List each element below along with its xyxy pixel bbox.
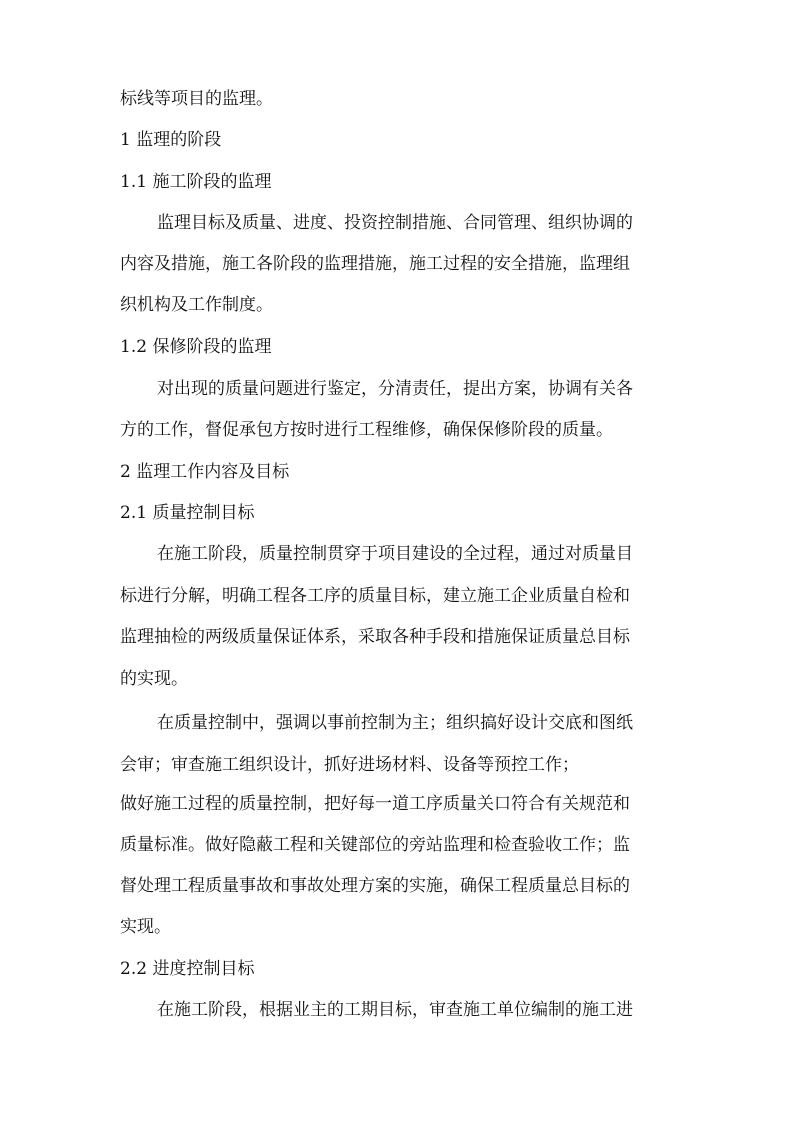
paragraph-line: 监理抽检的两级质量保证体系，采取各种手段和措施保证质量总目标: [120, 627, 630, 647]
subsection-heading: 2.2 进度控制目标: [120, 959, 255, 979]
paragraph-line: 织机构及工作制度。: [120, 295, 273, 315]
section-heading: 2 监理工作内容及目标: [120, 462, 290, 482]
paragraph-line: 在质量控制中，强调以事前控制为主；组织搞好设计交底和图纸: [157, 713, 633, 733]
paragraph-line: 在施工阶段，根据业主的工期目标，审查施工单位编制的施工进: [157, 1000, 633, 1020]
subsection-heading: 2.1 质量控制目标: [120, 503, 255, 523]
paragraph-line: 监理目标及质量、进度、投资控制措施、合同管理、组织协调的: [157, 213, 633, 233]
paragraph-line: 对出现的质量问题进行鉴定，分清责任，提出方案，协调有关各: [157, 379, 633, 399]
paragraph-line: 的实现。: [120, 669, 188, 689]
paragraph-line: 会审；审查施工组织设计，抓好进场材料、设备等预控工作；: [120, 755, 579, 775]
paragraph-line: 方的工作，督促承包方按时进行工程维修，确保保修阶段的质量。: [120, 420, 613, 440]
paragraph-line: 在施工阶段，质量控制贯穿于项目建设的全过程，通过对质量目: [157, 544, 633, 564]
paragraph-line: 督处理工程质量事故和事故处理方案的实施，确保工程质量总目标的: [120, 876, 630, 896]
paragraph-line: 实现。: [120, 917, 171, 937]
section-heading: 1 监理的阶段: [120, 130, 222, 150]
subsection-heading: 1.1 施工阶段的监理: [120, 172, 272, 192]
paragraph-line: 质量标准。做好隐蔽工程和关键部位的旁站监理和检查验收工作；监: [120, 835, 630, 855]
subsection-heading: 1.2 保修阶段的监理: [120, 337, 272, 357]
paragraph-line: 内容及措施，施工各阶段的监理措施，施工过程的安全措施，监理组: [120, 254, 630, 274]
paragraph-line: 标进行分解，明确工程各工序的质量目标，建立施工企业质量自检和: [120, 586, 630, 606]
paragraph-line: 标线等项目的监理。: [120, 89, 273, 109]
paragraph-line: 做好施工过程的质量控制，把好每一道工序质量关口符合有关规范和: [120, 794, 630, 814]
